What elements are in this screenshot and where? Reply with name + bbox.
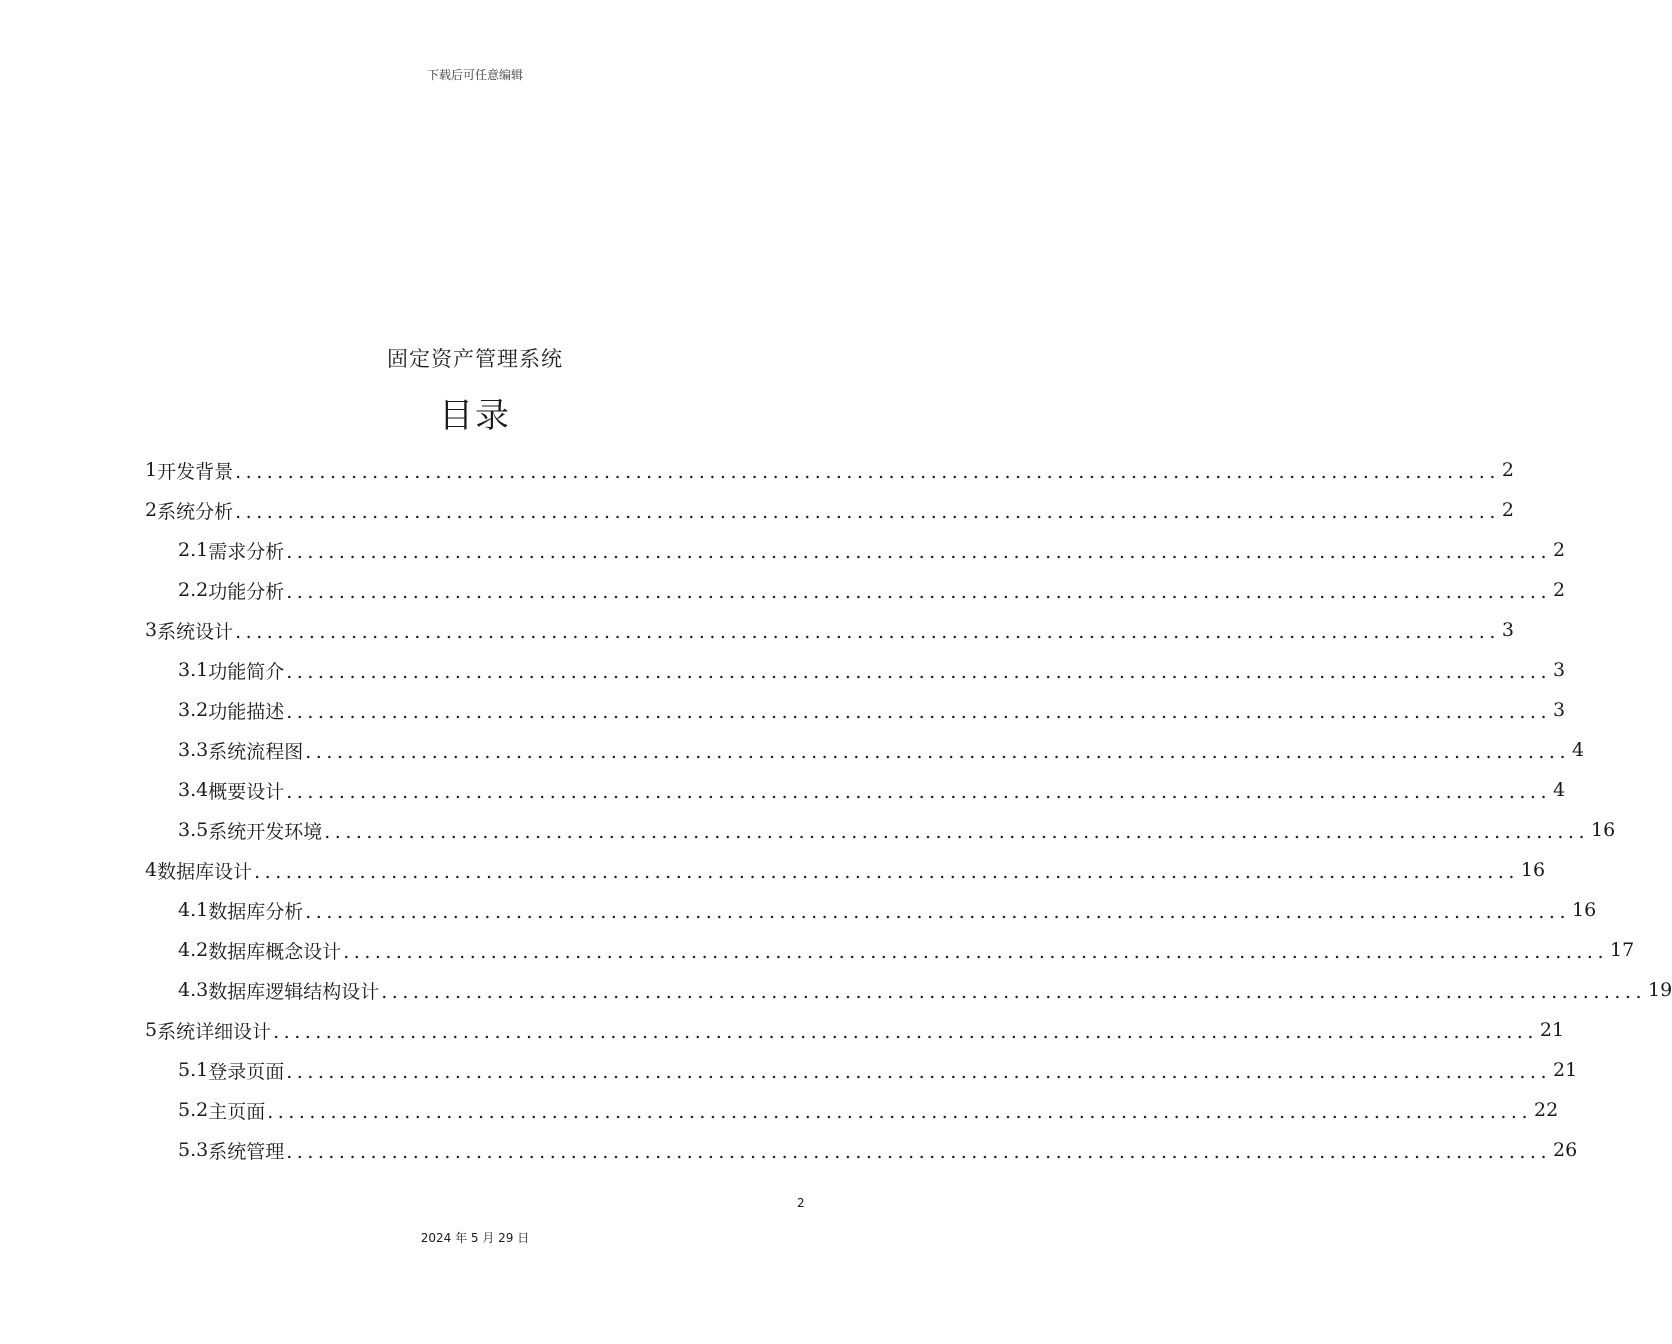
- toc-leader: ........................................................................................................................: [286, 661, 1551, 683]
- toc-entry-title: 系统详细设计: [157, 1020, 272, 1043]
- toc-leader: ........................................................................................................................: [235, 461, 1500, 483]
- toc-entry-title: 系统流程图: [208, 740, 304, 763]
- toc-leader: ........................................................................................................................: [324, 821, 1589, 843]
- toc-leader: ........................................................................................................................: [286, 781, 1551, 803]
- toc-entry[interactable]: [178, 730, 1585, 770]
- toc-entry-title: 功能简介: [208, 660, 285, 683]
- toc-entry-page: 16: [1571, 899, 1597, 921]
- toc-entry-number: 3.1: [178, 659, 209, 681]
- toc-entry-title: 需求分析: [208, 540, 285, 563]
- toc-entry[interactable]: [178, 570, 1566, 610]
- toc-entry-page: 16: [1520, 859, 1546, 881]
- toc-entry-title: 开发背景: [157, 460, 234, 483]
- toc-entry-number: 3.4: [178, 779, 209, 801]
- header-note: 下载后可任意编辑: [426, 68, 523, 82]
- toc-entry-number: 4.2: [178, 939, 209, 961]
- toc-entry-page: 26: [1552, 1139, 1578, 1161]
- toc-leader: ........................................................................................................................: [305, 901, 1570, 923]
- toc-entry[interactable]: [178, 770, 1566, 810]
- toc-entry-page: 3: [1501, 619, 1514, 641]
- toc-entry-number: 4.3: [178, 979, 209, 1001]
- toc-entry[interactable]: [178, 1130, 1578, 1170]
- toc-entry-title: 数据库设计: [157, 860, 253, 883]
- toc-leader: ........................................................................................................................: [235, 621, 1500, 643]
- document-title: 固定资产管理系统: [387, 347, 563, 371]
- toc-entry-page: 2: [1501, 499, 1514, 521]
- toc-entry[interactable]: [178, 890, 1597, 930]
- toc-entry[interactable]: [178, 970, 1672, 1010]
- toc-leader: ........................................................................................................................: [286, 701, 1551, 723]
- toc-entry[interactable]: [145, 490, 1514, 530]
- footer-date: 2024 年 5 月 29 日: [420, 1231, 530, 1245]
- toc-entry[interactable]: [178, 930, 1635, 970]
- toc-entry[interactable]: [178, 650, 1566, 690]
- toc-leader: ........................................................................................................................: [273, 1021, 1538, 1043]
- toc-entry-title: 数据库逻辑结构设计: [208, 980, 380, 1003]
- toc-entry-page: 3: [1552, 659, 1566, 681]
- toc-entry-page: 21: [1539, 1019, 1565, 1041]
- toc-entry[interactable]: [178, 530, 1566, 570]
- toc-leader: ........................................................................................................................: [343, 941, 1608, 963]
- toc-entry-page: 2: [1552, 579, 1566, 601]
- toc-heading: 目录: [439, 396, 511, 436]
- toc-entry-page: 22: [1533, 1099, 1559, 1121]
- toc-entry-title: 功能描述: [208, 700, 285, 723]
- toc-entry[interactable]: [145, 450, 1514, 490]
- toc-leader: ........................................................................................................................: [286, 581, 1551, 603]
- toc-leader: ........................................................................................................................: [286, 1061, 1551, 1083]
- toc-entry-number: 5.3: [178, 1139, 209, 1161]
- toc-entry-page: 21: [1552, 1059, 1578, 1081]
- toc-entry[interactable]: [178, 690, 1566, 730]
- toc-entry[interactable]: [145, 610, 1514, 650]
- toc-entry-title: 功能分析: [208, 580, 285, 603]
- toc-entry-title: 数据库概念设计: [208, 940, 342, 963]
- toc-entry-page: 4: [1552, 779, 1566, 801]
- toc-leader: ........................................................................................................................: [305, 741, 1570, 763]
- toc-entry-title: 系统设计: [157, 620, 234, 643]
- toc-entry-title: 系统分析: [157, 500, 234, 523]
- toc-entry-title: 主页面: [208, 1100, 266, 1123]
- toc-entry[interactable]: [178, 1090, 1559, 1130]
- toc-leader: ........................................................................................................................: [286, 1141, 1551, 1163]
- toc-entry-number: 2.1: [178, 539, 209, 561]
- toc-entry-number: 2.2: [178, 579, 209, 601]
- toc-entry-title: 概要设计: [208, 780, 285, 803]
- toc-entry-page: 2: [1552, 539, 1566, 561]
- toc-entry-title: 系统管理: [208, 1140, 285, 1163]
- toc-entry[interactable]: [145, 1010, 1565, 1050]
- toc-leader: ........................................................................................................................: [286, 541, 1551, 563]
- toc-leader: ........................................................................................................................: [267, 1101, 1532, 1123]
- toc-entry-page: 19: [1647, 979, 1672, 1001]
- toc-entry-number: 4.1: [178, 899, 209, 921]
- toc-entry-page: 17: [1609, 939, 1635, 961]
- toc-entry-number: 3: [145, 619, 158, 641]
- toc-leader: ........................................................................................................................: [381, 981, 1646, 1003]
- page-number: 2: [797, 1196, 805, 1210]
- toc-leader: ........................................................................................................................: [254, 861, 1519, 883]
- toc-entry-number: 5.2: [178, 1099, 209, 1121]
- toc-entry-page: 16: [1590, 819, 1616, 841]
- toc-entry-number: 5.1: [178, 1059, 209, 1081]
- toc-entry-page: 3: [1552, 699, 1566, 721]
- toc-entry-title: 登录页面: [208, 1060, 285, 1083]
- toc-entry-number: 2: [145, 499, 158, 521]
- toc-entry-page: 4: [1571, 739, 1585, 761]
- toc-leader: ........................................................................................................................: [235, 501, 1500, 523]
- toc-entry[interactable]: [178, 810, 1616, 850]
- toc-entry[interactable]: [178, 1050, 1578, 1090]
- toc-entry-title: 系统开发环境: [208, 820, 323, 843]
- toc-entry-page: 2: [1501, 459, 1514, 481]
- toc-entry-number: 4: [145, 859, 158, 881]
- toc-entry-number: 5: [145, 1019, 158, 1041]
- toc-entry-number: 3.2: [178, 699, 209, 721]
- toc-entry-title: 数据库分析: [208, 900, 304, 923]
- toc-entry-number: 1: [145, 459, 158, 481]
- toc-entry[interactable]: [145, 850, 1546, 890]
- toc-entry-number: 3.3: [178, 739, 209, 761]
- toc-entry-number: 3.5: [178, 819, 209, 841]
